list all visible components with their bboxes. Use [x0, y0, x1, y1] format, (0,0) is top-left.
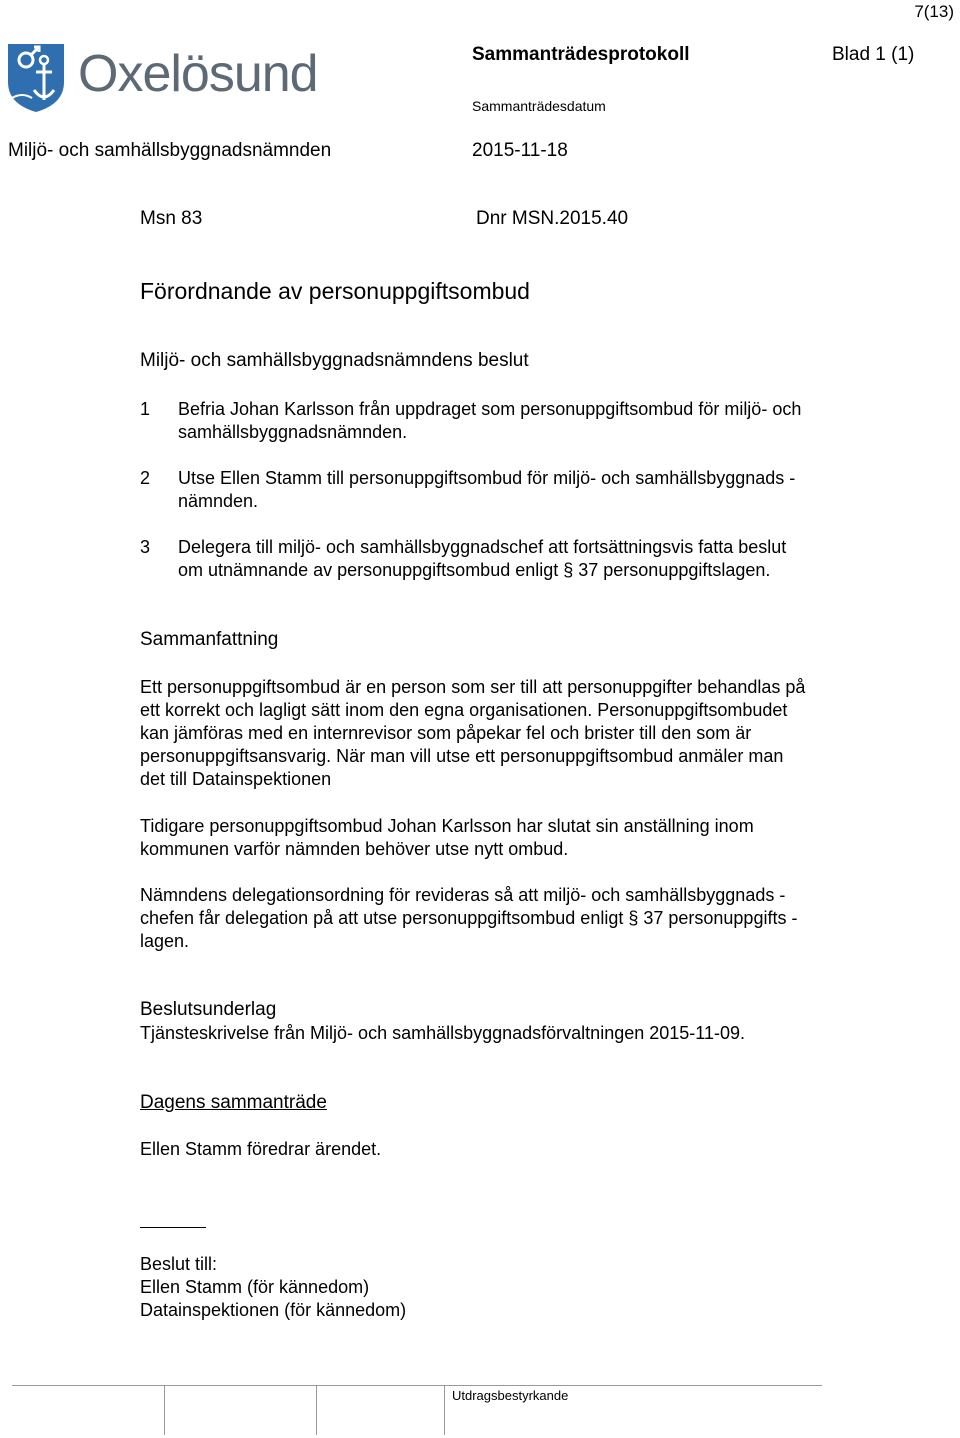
case-title: Förordnande av personuppgiftsombud	[140, 278, 530, 304]
decision-item-number: 3	[140, 537, 151, 557]
text-line: kommunen varför nämnden behöver utse nytt ombud.	[140, 839, 569, 859]
municipality-name: Oxelösund	[78, 45, 318, 103]
coat-of-arms-icon	[6, 42, 66, 114]
footer-cell-divider	[316, 1385, 317, 1435]
meeting-text: Ellen Stamm föredrar ärendet.	[140, 1139, 382, 1159]
summary-paragraph-2	[140, 815, 754, 861]
summary-paragraph-1	[140, 676, 805, 791]
text-line: kan jämföras med en internrevisor som påpekar fel och brister till den som är	[140, 723, 752, 743]
footer-border	[12, 1385, 822, 1386]
divider	[140, 1227, 206, 1228]
decision-item-number: 1	[140, 399, 151, 419]
case-number: Msn 83	[140, 208, 203, 229]
text-line: ett korrekt och lagligt sätt inom den egna organisationen. Personuppgiftsombudet	[140, 700, 788, 720]
decision-item-line: Befria Johan Karlsson från uppdraget som personuppgiftsombud för miljö- och	[178, 399, 802, 419]
distribution-label: Beslut till:	[140, 1254, 218, 1274]
decision-item	[178, 398, 801, 444]
registration-number: Dnr MSN.2015.40	[476, 208, 629, 229]
text-line: personuppgiftsansvarig. När man vill utse ett personuppgiftsombud anmäler man	[140, 746, 784, 766]
text-line: det till Datainspektionen	[140, 769, 332, 789]
decision-item-line: nämnden.	[178, 491, 259, 511]
summary-paragraph-3	[140, 884, 797, 953]
decision-item-number: 2	[140, 468, 151, 488]
footer-cell-divider	[164, 1385, 165, 1435]
footer-label: Utdragsbestyrkande	[452, 1388, 569, 1403]
text-line: Tidigare personuppgiftsombud Johan Karlsson har slutat sin anställning inom	[140, 816, 754, 836]
decision-item-line: Delegera till miljö- och samhällsbyggnadschef att fortsättningsvis fatta beslut	[178, 537, 787, 557]
decision-item-line: om utnämnande av personuppgiftsombud enligt § 37 personuppgiftslagen.	[178, 560, 771, 580]
basis-heading: Beslutsunderlag	[140, 999, 277, 1020]
committee-name: Miljö- och samhällsbyggnadsnämnden	[8, 140, 332, 161]
decision-item-line: Utse Ellen Stamm till personuppgiftsombud för miljö- och samhällsbyggnads -	[178, 468, 796, 488]
text-line: Ett personuppgiftsombud är en person som ser till att personuppgifter behandlas på	[140, 677, 806, 697]
meeting-heading: Dagens sammanträde	[140, 1092, 327, 1113]
decision-item	[178, 467, 795, 513]
text-line: chefen får delegation på att utse personuppgiftsombud enligt § 37 personuppgifts -	[140, 908, 798, 928]
text-line: lagen.	[140, 931, 190, 951]
summary-heading: Sammanfattning	[140, 629, 279, 650]
document-type: Sammanträdesprotokoll	[472, 44, 690, 65]
distribution-recipient: Datainspektionen (för kännedom)	[140, 1300, 407, 1320]
basis-text: Tjänsteskrivelse från Miljö- och samhällsbyggnadsförvaltningen 2015-11-09.	[140, 1023, 745, 1043]
distribution-recipient: Ellen Stamm (för kännedom)	[140, 1277, 370, 1297]
footer-cell-divider	[444, 1385, 445, 1435]
distribution	[140, 1253, 406, 1322]
meeting-date: 2015-11-18	[472, 140, 568, 161]
sheet-number: Blad 1 (1)	[832, 44, 915, 65]
municipality-logo	[6, 42, 326, 118]
decision-heading: Miljö- och samhällsbyggnadsnämndens beslut	[140, 350, 529, 371]
meeting-date-label: Sammanträdesdatum	[472, 98, 606, 114]
decision-item-line: samhällsbyggnadsnämnden.	[178, 422, 408, 442]
decision-item	[178, 536, 786, 582]
text-line: Nämndens delegationsordning för revideras så att miljö- och samhällsbyggnads -	[140, 885, 786, 905]
page-number: 7(13)	[914, 2, 954, 21]
